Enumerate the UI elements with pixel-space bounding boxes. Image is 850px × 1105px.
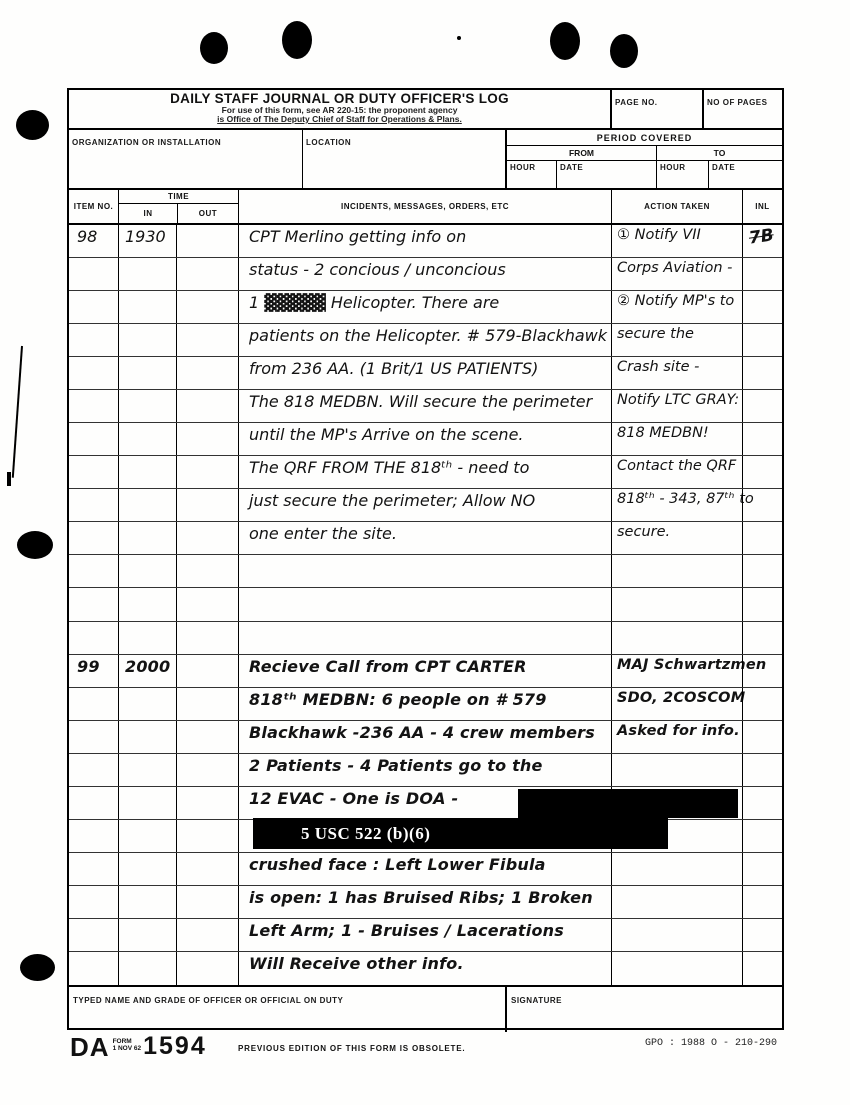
action-taken-cell <box>611 588 742 620</box>
item-no-cell <box>69 886 118 918</box>
punch-hole-mark <box>20 954 55 981</box>
action-taken-cell: ② Notify MP's to <box>611 291 742 323</box>
item-no-cell: 98 <box>77 227 98 246</box>
incident-text-cell: is open: 1 has Bruised Ribs; 1 Broken <box>238 886 611 918</box>
log-row <box>69 423 782 456</box>
log-row <box>69 721 782 754</box>
time-in-cell <box>118 291 176 323</box>
initials-cell <box>742 787 782 819</box>
item-no-cell <box>69 291 118 323</box>
time-out-cell <box>176 357 238 389</box>
redaction-bar-with-citation <box>253 818 668 849</box>
action-taken-cell <box>611 754 742 786</box>
location-cell <box>302 130 505 188</box>
time-in-cell <box>118 423 176 455</box>
time-label: TIME <box>167 192 190 201</box>
page-no-cell <box>610 90 702 128</box>
incidents-header: INCIDENTS, MESSAGES, ORDERS, ETC <box>238 190 611 223</box>
speck-mark <box>457 36 461 40</box>
time-out-cell <box>176 522 238 554</box>
action-taken-cell <box>611 919 742 951</box>
signature-cell <box>505 987 782 1032</box>
from-hour-label: HOUR <box>510 163 536 172</box>
time-out-cell <box>176 688 238 720</box>
initials-cell <box>742 258 782 290</box>
incident-text-cell: Recieve Call from CPT CARTER <box>238 655 611 687</box>
period-covered-cell <box>505 130 782 188</box>
item-no-cell <box>69 688 118 720</box>
from-label: FROM <box>507 146 656 161</box>
time-in-cell <box>118 853 176 885</box>
log-row <box>69 886 782 919</box>
form-number-block <box>70 1032 207 1063</box>
page-no-label: PAGE NO. <box>615 98 658 107</box>
time-in-cell <box>118 489 176 521</box>
typed-name-cell <box>69 987 505 1032</box>
initials-cell <box>742 423 782 455</box>
time-in-cell <box>118 357 176 389</box>
action-taken-cell <box>611 886 742 918</box>
item-no-cell <box>69 258 118 290</box>
initials-cell <box>742 324 782 356</box>
incident-text-cell: CPT Merlino getting info on <box>238 225 611 257</box>
log-row <box>69 588 782 621</box>
item-no-cell <box>69 423 118 455</box>
action-taken-cell: Notify LTC GRAY: <box>611 390 742 422</box>
time-in-cell <box>118 258 176 290</box>
time-in-cell <box>118 886 176 918</box>
incident-text-cell: Will Receive other info. <box>238 952 611 985</box>
initials-cell <box>742 622 782 654</box>
incident-text-cell: Blackhawk -236 AA - 4 crew members <box>238 721 611 753</box>
time-in-cell <box>118 555 176 587</box>
time-out-cell <box>176 225 238 257</box>
item-no-cell <box>69 820 118 852</box>
time-in-cell <box>118 919 176 951</box>
log-row <box>69 291 782 324</box>
item-no-cell <box>69 588 118 620</box>
incident-text-cell: 12 EVAC - One is DOA - <box>238 787 611 819</box>
incident-text-cell: until the MP's Arrive on the scene. <box>238 423 611 455</box>
duty-officer-initials: 7B <box>747 225 776 249</box>
time-in-cell <box>118 688 176 720</box>
action-taken-cell: MAJ Schwartzmen <box>611 655 742 687</box>
item-no-cell <box>69 324 118 356</box>
to-label: TO <box>657 146 782 161</box>
time-in-cell <box>118 324 176 356</box>
item-no-cell <box>69 787 118 819</box>
initials-cell <box>742 952 782 985</box>
action-taken-cell: Crash site - <box>611 357 742 389</box>
time-out-cell <box>176 952 238 985</box>
time-in-cell: 1930 <box>118 225 176 257</box>
initials-cell <box>742 357 782 389</box>
initials-cell <box>742 655 782 687</box>
time-in-cell <box>118 622 176 654</box>
time-out-cell <box>176 390 238 422</box>
incident-text-cell: from 236 AA. (1 Brit/1 US PATIENTS) <box>238 357 611 389</box>
time-out-cell <box>176 324 238 356</box>
scratch-mark <box>12 346 23 478</box>
action-taken-cell: SDO, 2COSCOM <box>611 688 742 720</box>
log-row <box>69 456 782 489</box>
initials-cell <box>742 588 782 620</box>
initials-cell <box>742 291 782 323</box>
da-form-1594 <box>67 88 784 1030</box>
action-taken-cell <box>611 555 742 587</box>
punch-hole-mark <box>282 21 312 59</box>
time-out-cell <box>176 622 238 654</box>
log-row <box>69 225 782 258</box>
time-out-cell <box>176 787 238 819</box>
time-in-cell <box>118 787 176 819</box>
initials-cell <box>742 390 782 422</box>
period-covered-label: PERIOD COVERED <box>507 130 782 146</box>
time-out-cell <box>176 919 238 951</box>
log-row <box>69 919 782 952</box>
incident-text-cell: The QRF FROM THE 818ᵗʰ - need to <box>238 456 611 488</box>
action-taken-cell: Contact the QRF <box>611 456 742 488</box>
log-row <box>69 324 782 357</box>
initials-header: INL <box>742 190 782 223</box>
time-out-cell <box>176 820 238 852</box>
action-taken-cell <box>611 952 742 985</box>
action-taken-cell: Asked for info. <box>611 721 742 753</box>
item-no-cell <box>69 522 118 554</box>
tick-mark <box>7 472 11 486</box>
log-row <box>69 622 782 655</box>
to-hour-label: HOUR <box>660 163 686 172</box>
log-row <box>69 655 782 688</box>
action-taken-cell: ① Notify VII <box>611 225 742 257</box>
incident-text-cell: 1 ▓▓▓▓▓ Helicopter. There are <box>238 291 611 323</box>
incident-text-cell: patients on the Helicopter. # 579-Blackhawk <box>238 324 611 356</box>
item-no-header: ITEM NO. <box>73 202 114 211</box>
time-out-cell <box>176 655 238 687</box>
initials-cell <box>742 225 782 257</box>
time-out-cell <box>176 258 238 290</box>
log-row <box>69 853 782 886</box>
punch-hole-mark <box>550 22 580 60</box>
time-out-cell <box>176 853 238 885</box>
location-label: LOCATION <box>306 138 352 147</box>
form-date: 1 NOV 62 <box>112 1045 142 1053</box>
initials-cell <box>742 489 782 521</box>
obsolete-note: PREVIOUS EDITION OF THIS FORM IS OBSOLETE. <box>238 1044 466 1053</box>
punch-hole-mark <box>200 32 228 64</box>
item-no-cell <box>69 622 118 654</box>
incident-text-cell: status - 2 concious / unconcious <box>238 258 611 290</box>
form-word: FORM <box>112 1038 132 1045</box>
punch-hole-mark <box>17 531 53 559</box>
log-row <box>69 522 782 555</box>
incident-text-cell: Left Arm; 1 - Bruises / Lacerations <box>238 919 611 951</box>
punch-hole-mark <box>610 34 638 68</box>
org-location-row <box>69 130 782 190</box>
initials-cell <box>742 919 782 951</box>
signature-label: SIGNATURE <box>511 996 563 1005</box>
form-title: DAILY STAFF JOURNAL OR DUTY OFFICER'S LOG <box>170 91 509 106</box>
item-no-cell <box>69 754 118 786</box>
organization-cell <box>69 130 302 188</box>
da-mark: DA <box>70 1032 110 1062</box>
incident-text-cell: The 818 MEDBN. Will secure the perimeter <box>238 390 611 422</box>
initials-cell <box>742 721 782 753</box>
form-subtitle-1: For use of this form, see AR 220-15: the proponent agency <box>221 105 458 116</box>
log-row <box>69 754 782 787</box>
incident-text-cell: just secure the perimeter; Allow NO <box>238 489 611 521</box>
item-no-cell <box>69 390 118 422</box>
incident-text-cell: one enter the site. <box>238 522 611 554</box>
item-no-cell <box>69 555 118 587</box>
time-out-cell <box>176 291 238 323</box>
typed-name-label: TYPED NAME AND GRADE OF OFFICER OR OFFICIAL ON DUTY <box>73 996 344 1005</box>
initials-cell <box>742 853 782 885</box>
no-of-pages-cell <box>702 90 782 128</box>
initials-cell <box>742 522 782 554</box>
time-in-cell <box>118 456 176 488</box>
time-in-cell: 2000 <box>118 655 176 687</box>
time-header <box>118 190 238 223</box>
form-header <box>69 90 782 130</box>
item-no-cell <box>69 952 118 985</box>
incident-text-cell: 2 Patients - 4 Patients go to the <box>238 754 611 786</box>
initials-cell <box>742 754 782 786</box>
form-number: 1594 <box>143 1032 207 1060</box>
incident-text-cell <box>238 588 611 620</box>
form-subtitle-2: is Office of The Deputy Chief of Staff for Operations & Plans. <box>217 114 462 125</box>
initials-cell <box>742 688 782 720</box>
initials-cell <box>742 555 782 587</box>
time-out-cell <box>176 456 238 488</box>
item-no-cell <box>69 456 118 488</box>
period-to-block <box>656 146 782 188</box>
time-out-label: OUT <box>177 204 238 223</box>
log-row <box>69 390 782 423</box>
initials-cell <box>742 886 782 918</box>
item-no-cell <box>69 721 118 753</box>
to-date-label: DATE <box>708 161 782 188</box>
time-in-cell <box>118 390 176 422</box>
time-in-cell <box>118 820 176 852</box>
log-table-header <box>69 190 782 225</box>
item-no-cell <box>69 919 118 951</box>
incident-text-cell <box>238 622 611 654</box>
incident-text-cell: 818ᵗʰ MEDBN: 6 people on # 579 <box>238 688 611 720</box>
incident-text-cell <box>238 555 611 587</box>
time-in-label: IN <box>143 209 153 218</box>
no-of-pages-label: NO OF PAGES <box>707 98 768 107</box>
redaction-bar <box>518 789 738 818</box>
time-out-cell <box>176 886 238 918</box>
item-no-cell <box>69 853 118 885</box>
initials-cell <box>742 456 782 488</box>
log-row <box>69 555 782 588</box>
time-out-cell <box>176 423 238 455</box>
time-out-cell <box>176 754 238 786</box>
log-table-body <box>69 225 782 987</box>
log-row <box>69 489 782 522</box>
period-from-block <box>507 146 656 188</box>
log-row <box>69 688 782 721</box>
time-in-cell <box>118 952 176 985</box>
initials-cell <box>742 820 782 852</box>
time-in-cell <box>118 754 176 786</box>
time-in-cell <box>118 721 176 753</box>
from-date-label: DATE <box>556 161 656 188</box>
log-row <box>69 952 782 985</box>
action-taken-cell <box>611 622 742 654</box>
organization-label: ORGANIZATION OR INSTALLATION <box>72 138 222 147</box>
action-taken-header: ACTION TAKEN <box>611 190 742 223</box>
incident-text-cell: crushed face : Left Lower Fibula <box>238 853 611 885</box>
action-taken-cell: secure the <box>611 324 742 356</box>
action-taken-cell: Corps Aviation - <box>611 258 742 290</box>
gpo-print-code: GPO : 1988 O - 210-290 <box>645 1038 778 1049</box>
form-title-block <box>69 90 610 128</box>
item-no-cell: 99 <box>77 656 100 676</box>
action-taken-cell: 818ᵗʰ - 343, 87ᵗʰ to <box>611 489 742 521</box>
time-out-cell <box>176 489 238 521</box>
log-row <box>69 357 782 390</box>
item-no-cell <box>69 489 118 521</box>
time-out-cell <box>176 588 238 620</box>
redaction-citation: 5 USC 522 (b)(6) <box>301 823 431 843</box>
time-out-cell <box>176 721 238 753</box>
form-footer <box>70 1032 790 1072</box>
action-taken-cell: secure. <box>611 522 742 554</box>
log-row <box>69 258 782 291</box>
action-taken-cell: 818 MEDBN! <box>611 423 742 455</box>
item-no-cell <box>69 357 118 389</box>
signature-row <box>69 987 782 1032</box>
punch-hole-mark <box>16 110 49 140</box>
time-out-cell <box>176 555 238 587</box>
action-taken-cell <box>611 853 742 885</box>
time-in-cell <box>118 522 176 554</box>
time-in-cell <box>118 588 176 620</box>
